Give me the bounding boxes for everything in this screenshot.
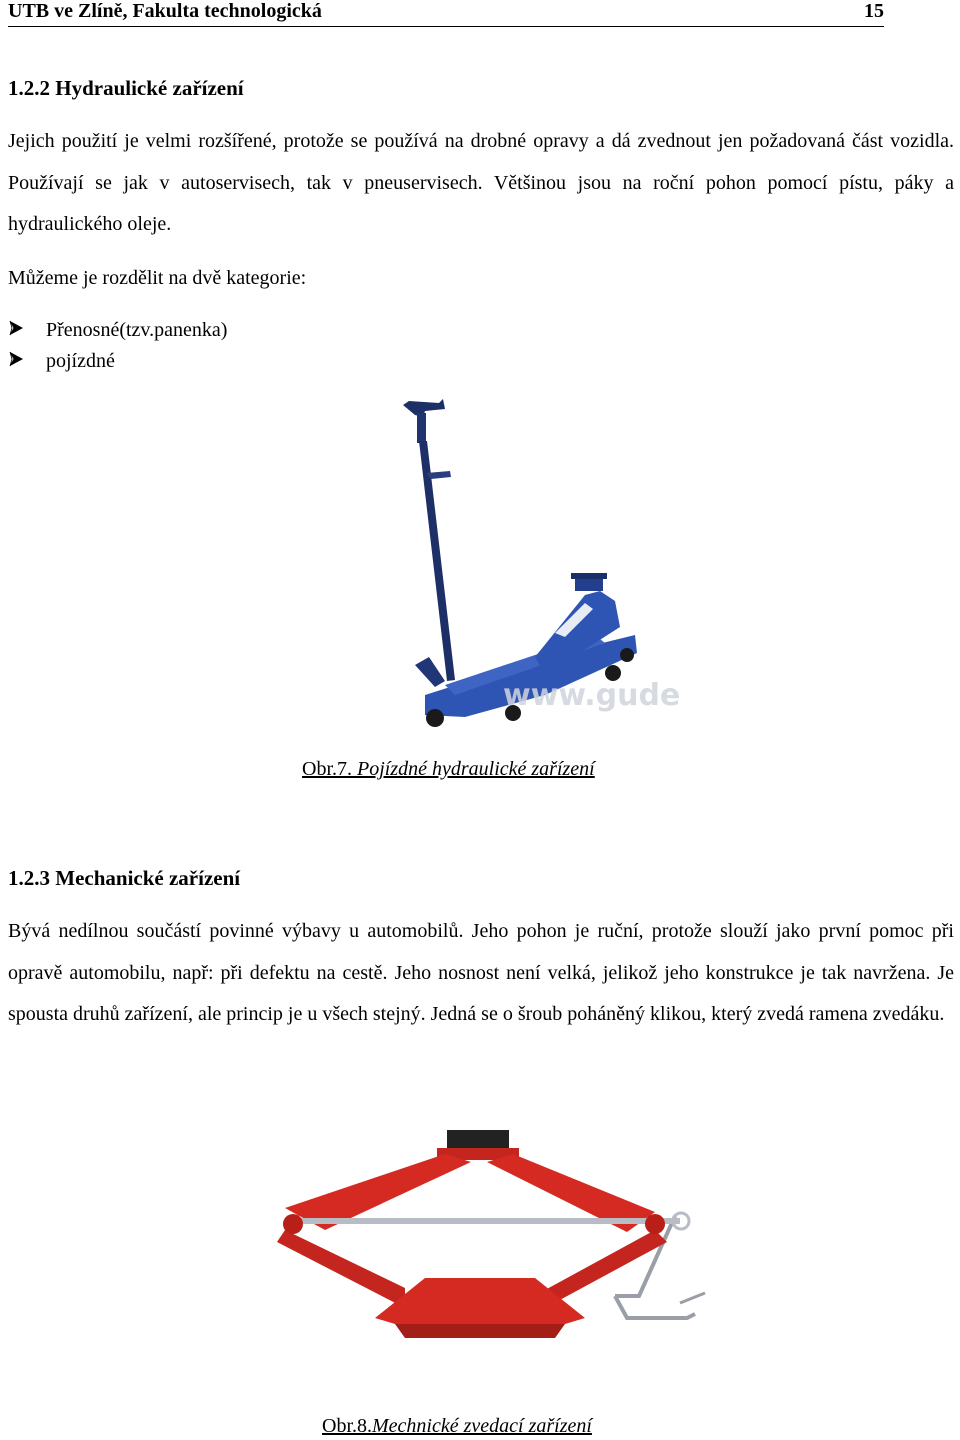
figure-watermark: www.gude — [503, 678, 681, 713]
page-number: 15 — [864, 0, 884, 22]
figure-7-caption: Obr.7. Pojízdné hydraulické zařízení — [302, 758, 595, 780]
header-title: UTB ve Zlíně, Fakulta technologická — [8, 0, 322, 22]
section-heading-hydraulic: 1.2.2 Hydraulické zařízení — [8, 76, 244, 100]
bullet-item-portable — [8, 319, 227, 342]
bullet-label: Přenosné(tzv.panenka) — [46, 319, 228, 341]
scissor-jack-image — [255, 1118, 725, 1353]
bullet-item-mobile — [8, 350, 115, 373]
hydraulic-paragraph: Jejich použití je velmi rozšířené, protože se používá na drobné opravy a dá zvednout jen požadovaná část vozidla. Používají se jak v autoservisech, tak v pneuservisech. Většinou jsou na roční pohon pomocí pístu, páky a hydraulického oleje. — [8, 130, 954, 235]
page-header — [8, 0, 884, 27]
figure-8-caption: Obr.8.Mechnické zvedací zařízení — [322, 1415, 592, 1437]
arrow-bullet-icon — [8, 350, 46, 373]
floor-jack-image — [395, 395, 681, 735]
mechanical-paragraph: Bývá nedílnou součástí povinné výbavy u automobilů. Jeho pohon je ruční, protože slouží jako první pomoc při opravě automobilu, např: při defektu na cestě. Jeho nosnost není velká, jelikož jeho konstrukce je tak navržena. Je spousta druhů zařízení, ale princip je u všech stejný. Jedná se o šroub poháněný klikou, který zvedá ramena zvedáku. — [8, 920, 954, 1025]
bullet-label: pojízdné — [46, 350, 115, 372]
section-heading-mechanical: 1.2.3 Mechanické zařízení — [8, 866, 241, 890]
categories-intro: Můžeme je rozdělit na dvě kategorie: — [8, 267, 307, 289]
arrow-bullet-icon — [8, 319, 46, 342]
